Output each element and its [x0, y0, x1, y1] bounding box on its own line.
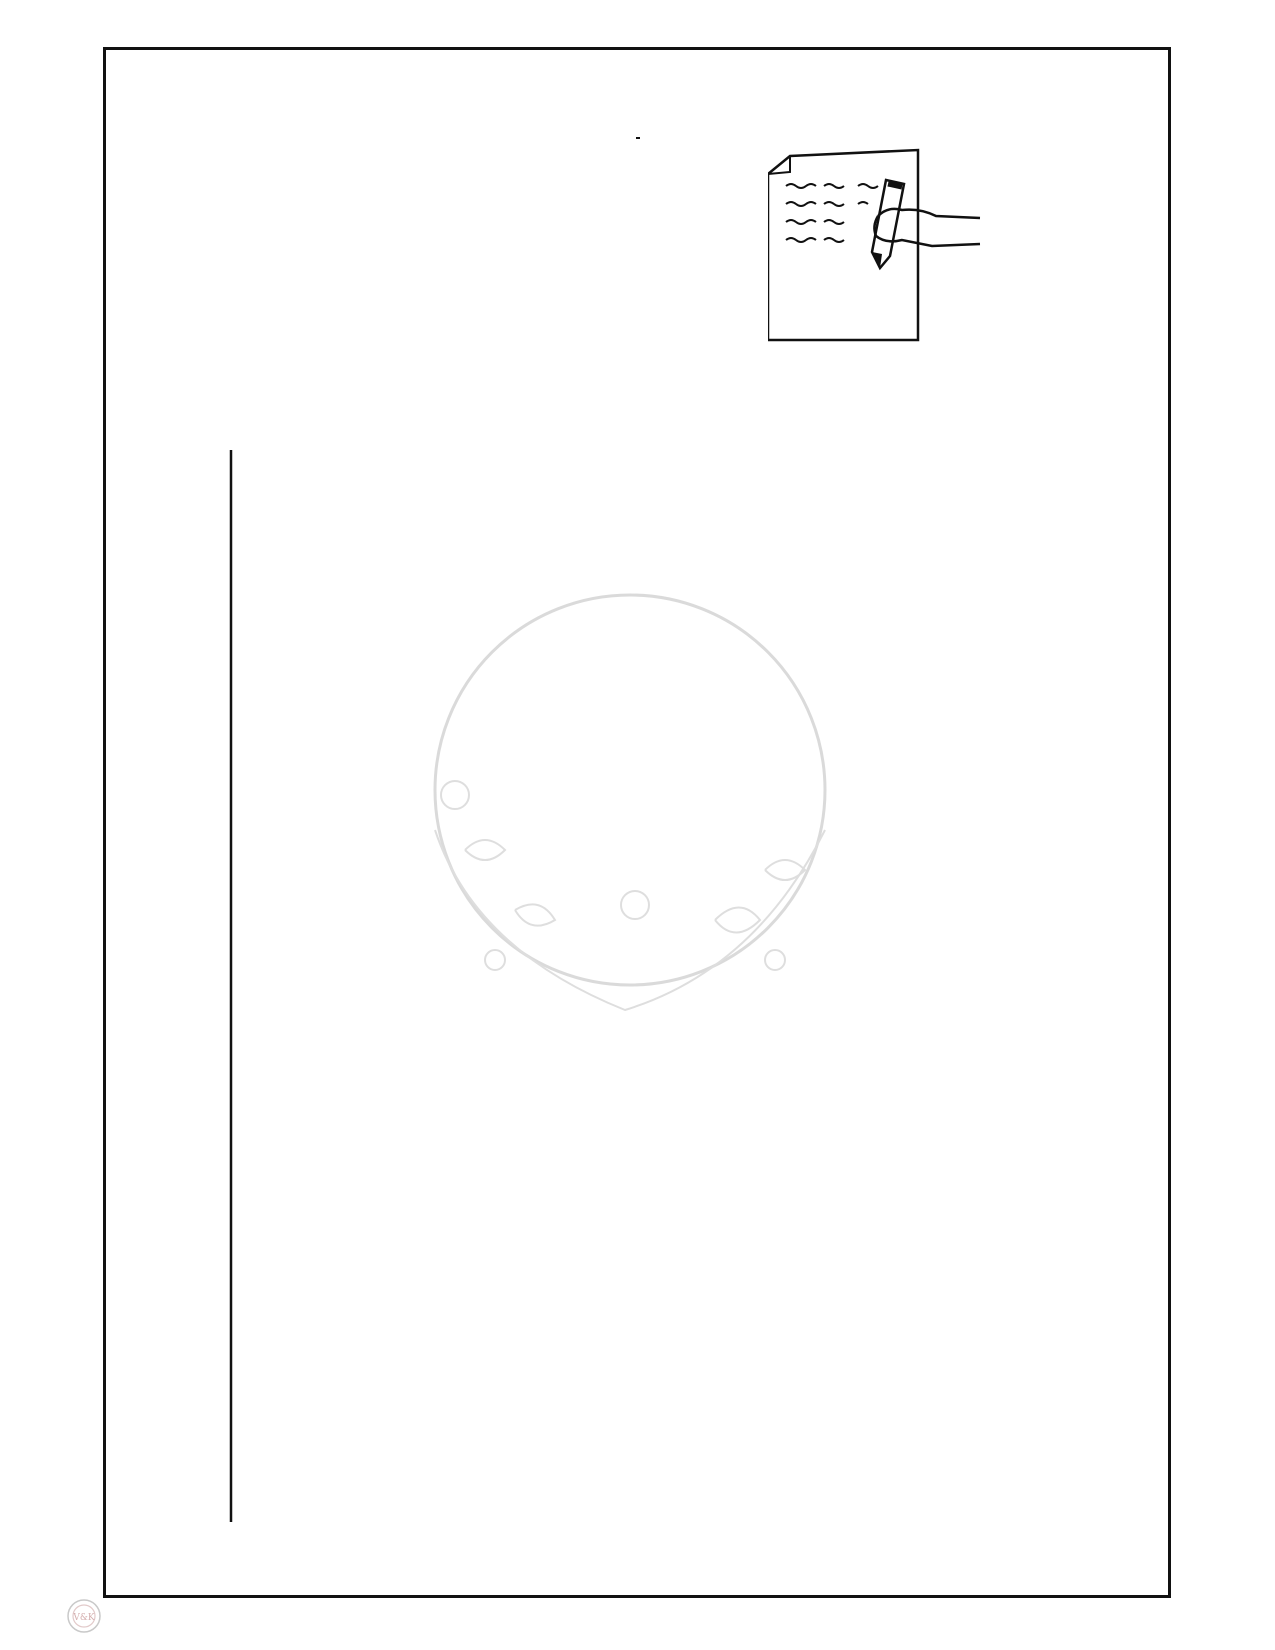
- footer-logo-icon: [65, 1597, 103, 1635]
- svg-text:V&K: V&K: [73, 1613, 95, 1623]
